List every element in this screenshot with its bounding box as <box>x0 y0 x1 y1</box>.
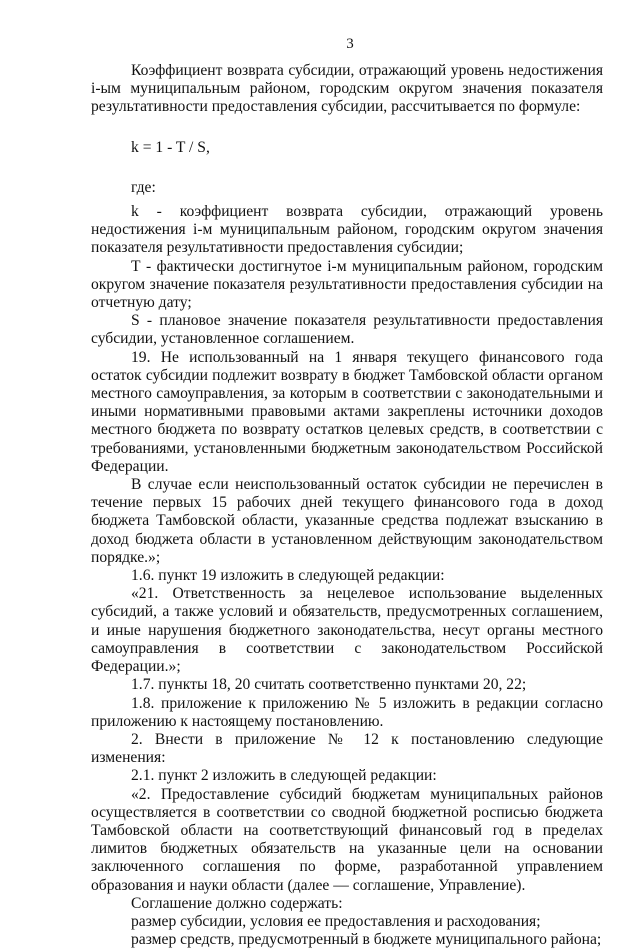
paragraph: 1.6. пункт 19 изложить в следующей редакции: <box>131 567 445 585</box>
paragraph: Соглашение должно содержать: <box>131 894 343 912</box>
paragraph: размер субсидии, условия ее предоставления и расходования; <box>131 912 541 930</box>
formula: k = 1 - T / S, <box>131 138 210 156</box>
paragraph: В случае если неиспользованный остаток субсидии не перечислен в течение первых 15 рабочих дней текущего финансового года в доход бюджета Тамбовской области, указанные средства подлежат взысканию в доход бюджета области в установленном действующим законодательством порядке.»; <box>91 476 603 566</box>
paragraph: размер средств, предусмотренный в бюджете муниципального района; <box>131 931 602 949</box>
paragraph: 1.7. пункты 18, 20 считать соответственно пунктами 20, 22; <box>131 676 527 694</box>
paragraph: 1.8. приложение к приложению № 5 изложить в редакции согласно приложению к настоящему постановлению. <box>91 694 603 730</box>
paragraph: Т - фактически достигнутое i-м муниципальным районом, городским округом значение показателя результативности предоставления субсидии на отчетную дату; <box>91 257 603 312</box>
paragraph: S - плановое значение показателя результативности предоставления субсидии, установленное соглашением. <box>91 312 603 348</box>
paragraph: «21. Ответственность за нецелевое использование выделенных субсидий, а также условий и обязательств, предусмотренных соглашением, и иные нарушения бюджетного законодательства, несут органы местного самоуправления в соответствии с законодательством Российской Федерации.»; <box>91 585 603 676</box>
paragraph: k - коэффициент возврата субсидии, отражающий уровень недостижения i-м муниципальным районом, городским округом значения показателя результативности предоставления субсидии; <box>91 203 603 257</box>
paragraph: 2.1. пункт 2 изложить в следующей редакции: <box>131 767 437 785</box>
document-body <box>91 62 603 949</box>
paragraph: «2. Предоставление субсидий бюджетам муниципальных районов осуществляется в соответствии со сводной бюджетной росписью бюджета Тамбовской области на соответствующий финансовый год в пределах лимитов бюджетных обязательств на указанные цели на основании заключенного соглашения по форме, разработанной управлением образования и науки области (далее — соглашение, Управление). <box>91 785 603 894</box>
paragraph: 2. Внести в приложение № 12 к постановлению следующие изменения: <box>91 730 603 767</box>
paragraph: Коэффициент возврата субсидии, отражающий уровень недостижения i-ым муниципальным районом, городским округом значения показателя результативности предоставления субсидии, рассчитывается по формуле: <box>91 62 603 116</box>
paragraph: 19. Не использованный на 1 января текущего финансового года остаток субсидии подлежит возврату в бюджет Тамбовской области органом местного самоуправления, за которым в соответствии с законодательными и иными нормативными правовыми актами закреплены источники доходов местного бюджета по возврату остатков целевых средств, в соответствии с требованиями, установленными бюджетным законодательством Российской Федерации. <box>91 348 603 475</box>
page-number: 3 <box>346 36 354 52</box>
paragraph: где: <box>131 178 156 196</box>
